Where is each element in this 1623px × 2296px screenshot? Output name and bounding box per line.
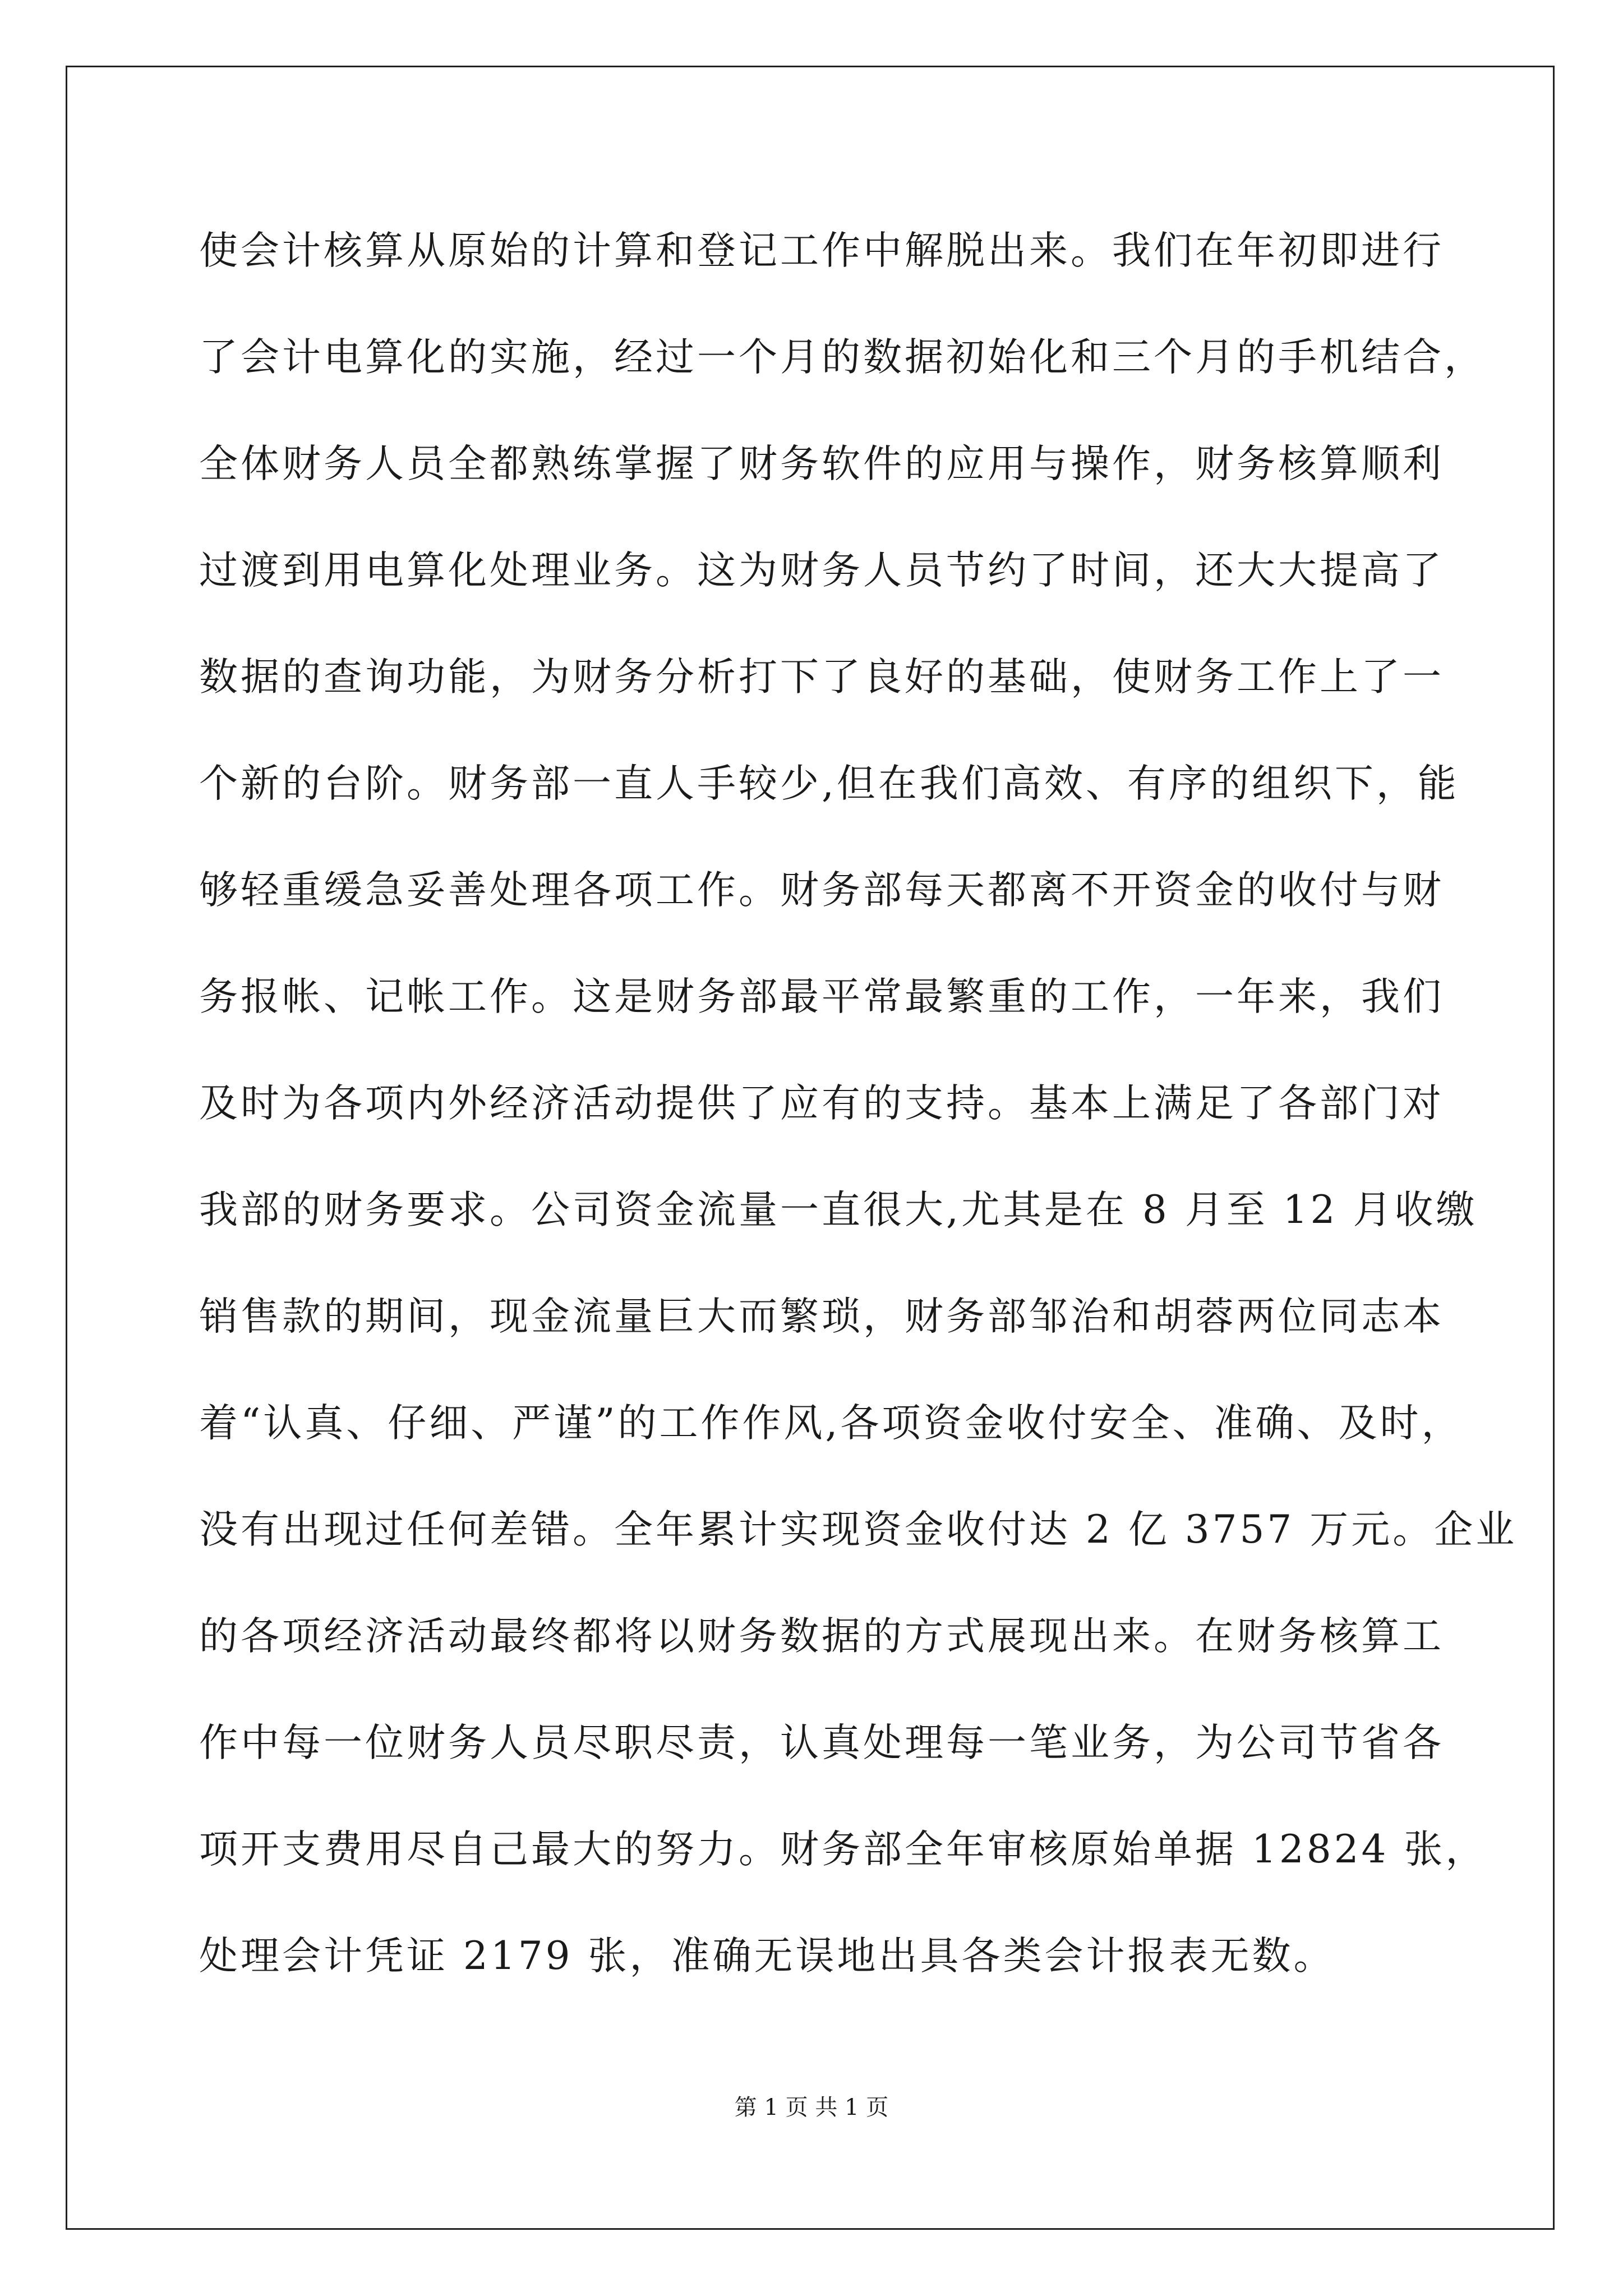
- text-line: 销售款的期间，现金流量巨大而繁琐，财务部邹治和胡蓉两位同志本: [199, 1294, 1444, 1339]
- text-line: 过渡到用电算化处理业务。这为财务人员节约了时间，还大大提高了: [199, 548, 1444, 593]
- text-line: 数据的查询功能，为财务分析打下了良好的基础，使财务工作上了一: [199, 655, 1444, 700]
- text-line: 够轻重缓急妥善处理各项工作。财务部每天都离不开资金的收付与财: [199, 868, 1444, 913]
- text-line: 处理会计凭证 2179 张，准确无误地出具各类会计报表无数。: [199, 1934, 1335, 1978]
- text-line: 了会计电算化的实施，经过一个月的数据初始化和三个月的手机结合，: [199, 335, 1486, 380]
- text-line: 的各项经济活动最终都将以财务数据的方式展现出来。在财务核算工: [199, 1614, 1444, 1659]
- page-footer: 第 1 页 共 1 页: [734, 2095, 889, 2120]
- text-line: 全体财务人员全都熟练掌握了财务软件的应用与操作，财务核算顺利: [199, 441, 1444, 486]
- text-line: 着“认真、仔细、严谨”的工作作风,各项资金收付安全、准确、及时，: [199, 1401, 1463, 1446]
- text-line: 使会计核算从原始的计算和登记工作中解脱出来。我们在年初即进行: [199, 228, 1444, 273]
- text-line: 务报帐、记帐工作。这是财务部最平常最繁重的工作，一年来，我们: [199, 974, 1444, 1019]
- document-body: [199, 209, 1518, 2021]
- text-line: 我部的财务要求。公司资金流量一直很大,尤其是在 8 月至 12 月收缴: [199, 1188, 1478, 1232]
- text-line: 没有出现过任何差错。全年累计实现资金收付达 2 亿 3757 万元。企业: [199, 1507, 1518, 1552]
- text-line: 个新的台阶。财务部一直人手较少,但在我们高效、有序的组织下，能: [199, 761, 1459, 806]
- text-line: 作中每一位财务人员尽职尽责，认真处理每一笔业务，为公司节省各: [199, 1720, 1444, 1765]
- text-line: 及时为各项内外经济活动提供了应有的支持。基本上满足了各部门对: [199, 1081, 1444, 1126]
- text-line: 项开支费用尽自己最大的努力。财务部全年审核原始单据 12824 张，: [199, 1827, 1487, 1872]
